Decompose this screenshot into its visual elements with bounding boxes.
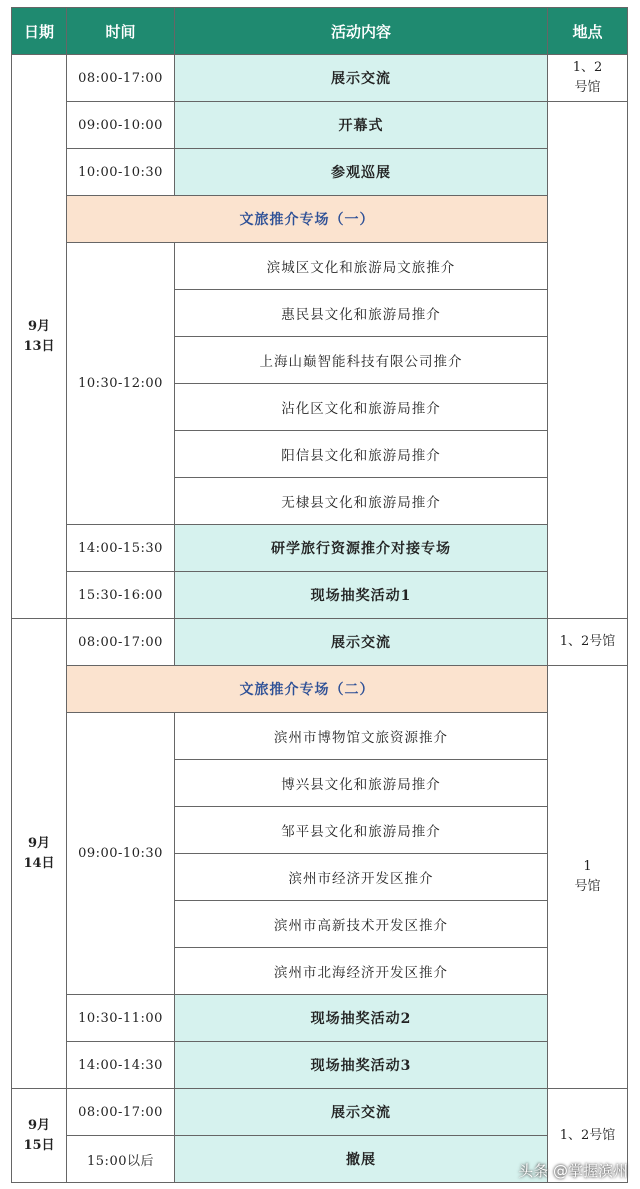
time-cell: 08:00-17:00 [67,1089,175,1136]
header-date: 日期 [12,8,67,55]
activity-cell: 无棣县文化和旅游局推介 [175,478,548,525]
table-row [12,149,628,196]
location-cell-blank [548,102,628,619]
time-cell: 15:30-16:00 [67,572,175,619]
activity-cell: 展示交流 [175,55,548,102]
table-row [12,1089,628,1136]
time-cell: 15:00以后 [67,1136,175,1183]
table-row [12,666,628,713]
location-cell: 1、2号馆 [548,1089,628,1183]
activity-cell: 邹平县文化和旅游局推介 [175,807,548,854]
activity-cell: 撤展 [175,1136,548,1183]
location-cell: 1、2 号馆 [548,55,628,102]
table-row [12,995,628,1042]
activity-cell: 现场抽奖活动1 [175,572,548,619]
time-cell: 14:00-15:30 [67,525,175,572]
time-cell-promo: 10:30-12:00 [67,243,175,525]
activity-cell: 现场抽奖活动2 [175,995,548,1042]
time-cell: 10:00-10:30 [67,149,175,196]
activity-cell: 博兴县文化和旅游局推介 [175,760,548,807]
activity-cell: 滨州市博物馆文旅资源推介 [175,713,548,760]
table-row [12,102,628,149]
date-cell-day1: 9月 13日 [12,55,67,619]
header-location: 地点 [548,8,628,55]
schedule-table [11,7,628,1183]
activity-cell: 参观巡展 [175,149,548,196]
table-row [12,525,628,572]
location-cell: 1、2号馆 [548,619,628,666]
table-row [12,55,628,102]
activity-cell: 展示交流 [175,1089,548,1136]
table-row [12,713,628,760]
activity-cell: 沾化区文化和旅游局推介 [175,384,548,431]
time-cell: 10:30-11:00 [67,995,175,1042]
activity-cell: 上海山巅智能科技有限公司推介 [175,337,548,384]
activity-cell: 滨州市北海经济开发区推介 [175,948,548,995]
activity-cell: 滨城区文化和旅游局文旅推介 [175,243,548,290]
activity-cell: 现场抽奖活动3 [175,1042,548,1089]
table-row [12,243,628,290]
time-cell: 08:00-17:00 [67,619,175,666]
header-time: 时间 [67,8,175,55]
table-row [12,619,628,666]
table-row [12,572,628,619]
promo-title-cell: 文旅推介专场（一） [67,196,548,243]
time-cell: 08:00-17:00 [67,55,175,102]
location-cell: 1 号馆 [548,666,628,1089]
activity-cell: 滨州市高新技术开发区推介 [175,901,548,948]
date-cell-day3: 9月 15日 [12,1089,67,1183]
activity-cell: 阳信县文化和旅游局推介 [175,431,548,478]
activity-cell: 开幕式 [175,102,548,149]
activity-cell: 滨州市经济开发区推介 [175,854,548,901]
promo-title-cell: 文旅推介专场（二） [67,666,548,713]
table-row [12,1042,628,1089]
time-cell: 09:00-10:00 [67,102,175,149]
date-cell-day2: 9月 14日 [12,619,67,1089]
time-cell-promo: 09:00-10:30 [67,713,175,995]
activity-cell: 展示交流 [175,619,548,666]
activity-cell: 惠民县文化和旅游局推介 [175,290,548,337]
header-activity: 活动内容 [175,8,548,55]
table-row [12,196,628,243]
activity-cell: 研学旅行资源推介对接专场 [175,525,548,572]
time-cell: 14:00-14:30 [67,1042,175,1089]
watermark: 头条 @掌握滨州 [518,1162,628,1180]
